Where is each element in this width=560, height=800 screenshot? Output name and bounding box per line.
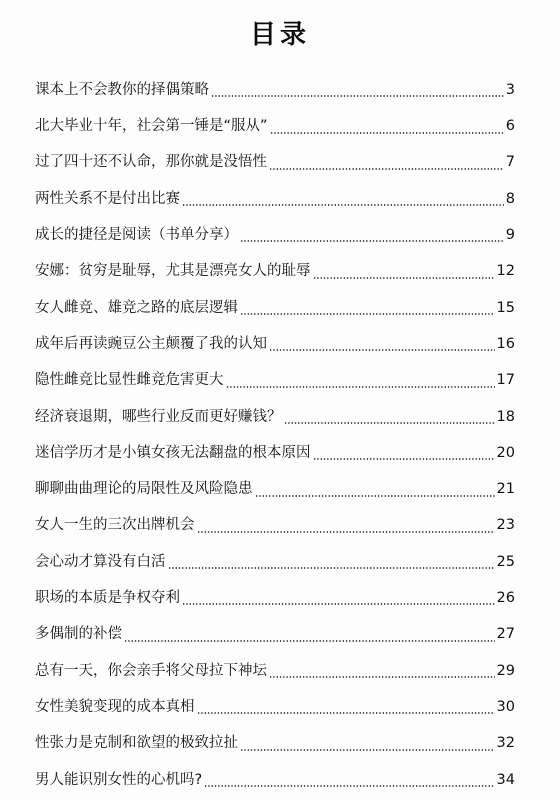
toc-entry-title: 课本上不会教你的择偶策略 xyxy=(35,81,209,98)
toc-entry-title: 性张力是克制和欲望的极致拉扯 xyxy=(35,735,238,752)
toc-entry[interactable] xyxy=(35,326,515,362)
toc-dot-leader xyxy=(255,495,495,497)
toc-entry[interactable] xyxy=(35,145,515,181)
toc-entry-title: 女人雌竞、雄竞之路的底层逻辑 xyxy=(35,299,238,316)
toc-dot-leader xyxy=(197,712,495,714)
toc-entry[interactable] xyxy=(35,217,515,253)
toc-entry-page-number: 21 xyxy=(496,481,515,498)
toc-entry[interactable] xyxy=(35,653,515,689)
toc-entry-title: 职场的本质是争权夺利 xyxy=(35,590,180,607)
toc-dot-leader xyxy=(269,349,495,351)
toc-entry-page-number: 6 xyxy=(505,118,515,135)
toc-dot-leader xyxy=(284,422,495,424)
toc-entry-page-number: 16 xyxy=(496,335,515,352)
toc-entry[interactable] xyxy=(35,725,515,761)
toc-entry[interactable] xyxy=(35,508,515,544)
toc-entry-title: 总有一天，你会亲手将父母拉下神坛 xyxy=(35,662,267,679)
toc-entry-title: 迷信学历才是小镇女孩无法翻盘的根本原因 xyxy=(35,444,311,461)
toc-entry-page-number: 20 xyxy=(496,444,515,461)
toc-entry-page-number: 30 xyxy=(496,698,515,715)
toc-title: 目录 xyxy=(249,20,310,50)
toc-dot-leader xyxy=(269,676,495,678)
toc-dot-leader xyxy=(124,640,495,642)
toc-entry[interactable] xyxy=(35,471,515,507)
toc-entry[interactable] xyxy=(35,399,515,435)
toc-dot-leader xyxy=(182,204,504,206)
toc-entry-page-number: 27 xyxy=(496,626,515,643)
toc-entry[interactable] xyxy=(35,580,515,616)
toc-entry-page-number: 18 xyxy=(496,408,515,425)
toc-dot-leader xyxy=(226,386,495,388)
toc-entry-page-number: 8 xyxy=(505,190,515,207)
toc-entry-title: 成年后再读豌豆公主颠覆了我的认知 xyxy=(35,335,267,352)
toc-entry-page-number: 9 xyxy=(505,227,515,244)
toc-list xyxy=(35,72,515,798)
toc-entry[interactable] xyxy=(35,181,515,217)
toc-entry-title: 会心动才算没有白活 xyxy=(35,553,166,570)
toc-entry-page-number: 3 xyxy=(505,81,515,98)
toc-entry-page-number: 12 xyxy=(496,263,515,280)
toc-entry-page-number: 25 xyxy=(496,553,515,570)
toc-entry[interactable] xyxy=(35,362,515,398)
toc-dot-leader xyxy=(313,458,495,460)
toc-entry[interactable] xyxy=(35,72,515,108)
toc-dot-leader xyxy=(240,240,504,242)
toc-dot-leader xyxy=(269,168,504,170)
toc-dot-leader xyxy=(197,531,495,533)
toc-dot-leader xyxy=(182,603,495,605)
toc-dot-leader xyxy=(240,749,495,751)
toc-entry-title: 安娜：贫穷是耻辱，尤其是漂亮女人的耻辱 xyxy=(35,263,311,280)
toc-entry-title: 男人能识别女性的心机吗? xyxy=(35,771,203,788)
toc-entry[interactable] xyxy=(35,290,515,326)
toc-dot-leader xyxy=(204,785,494,787)
toc-entry-title: 过了四十还不认命，那你就是没悟性 xyxy=(35,154,267,171)
toc-dot-leader xyxy=(168,567,495,569)
toc-entry[interactable] xyxy=(35,616,515,652)
toc-entry-page-number: 29 xyxy=(496,662,515,679)
toc-entry-title: 北大毕业十年，社会第一锤是“服从” xyxy=(35,118,268,135)
toc-dot-leader xyxy=(240,313,495,315)
toc-entry[interactable] xyxy=(35,253,515,289)
toc-entry-page-number: 32 xyxy=(496,735,515,752)
toc-entry[interactable] xyxy=(35,762,515,798)
toc-entry[interactable] xyxy=(35,108,515,144)
toc-entry-title: 多偶制的补偿 xyxy=(35,626,122,643)
toc-dot-leader xyxy=(211,95,504,97)
toc-dot-leader xyxy=(313,277,495,279)
toc-entry-page-number: 17 xyxy=(496,372,515,389)
toc-entry-title: 两性关系不是付出比赛 xyxy=(35,190,180,207)
toc-entry-page-number: 23 xyxy=(496,517,515,534)
toc-entry-title: 聊聊曲曲理论的局限性及风险隐患 xyxy=(35,481,253,498)
toc-entry[interactable] xyxy=(35,435,515,471)
toc-entry-title: 女人一生的三次出牌机会 xyxy=(35,517,195,534)
toc-entry-page-number: 15 xyxy=(496,299,515,316)
toc-entry-title: 女性美貌变现的成本真相 xyxy=(35,698,195,715)
toc-entry[interactable] xyxy=(35,689,515,725)
toc-entry[interactable] xyxy=(35,544,515,580)
toc-entry-title: 隐性雌竞比显性雌竞危害更大 xyxy=(35,372,224,389)
toc-dot-leader xyxy=(270,132,504,134)
toc-entry-page-number: 34 xyxy=(496,771,515,788)
toc-entry-page-number: 7 xyxy=(505,154,515,171)
toc-entry-title: 成长的捷径是阅读（书单分享） xyxy=(35,227,238,244)
toc-entry-title: 经济衰退期，哪些行业反而更好赚钱？ xyxy=(35,408,282,425)
toc-entry-page-number: 26 xyxy=(496,590,515,607)
